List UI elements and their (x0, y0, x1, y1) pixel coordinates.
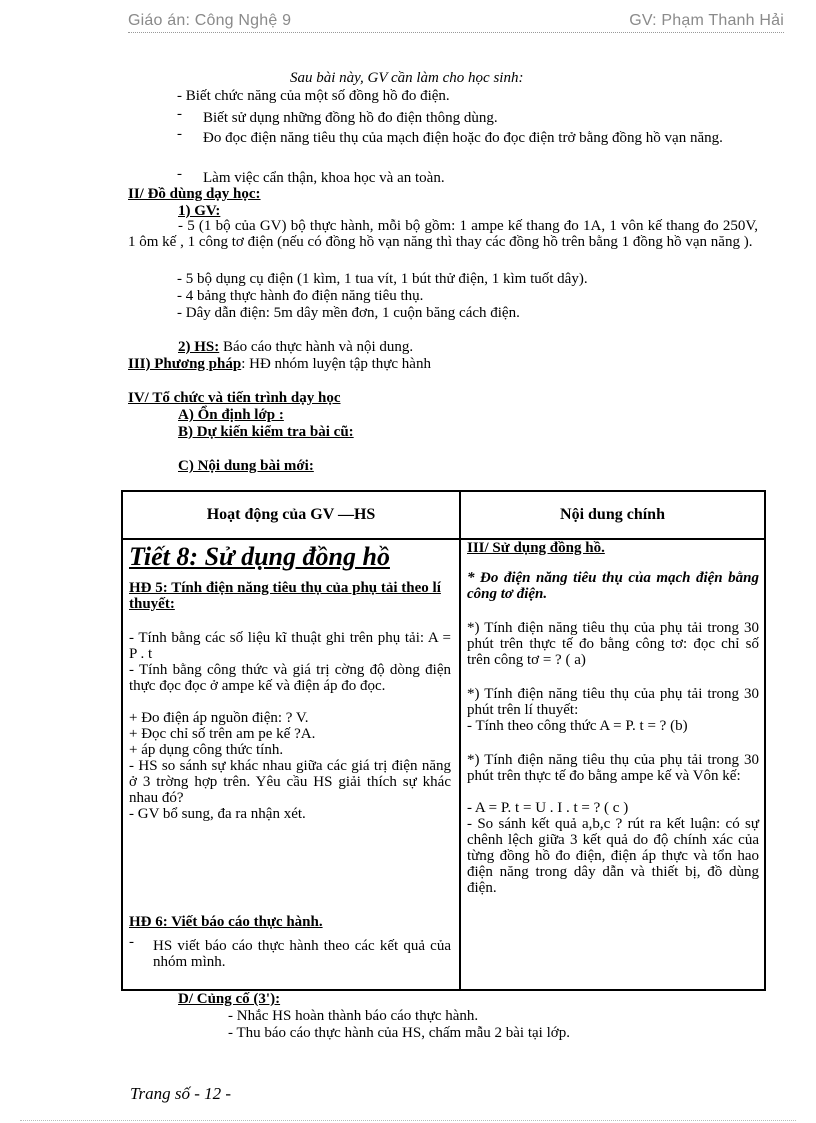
bullet-marker: - (177, 106, 182, 122)
content-cell (460, 539, 765, 990)
gv-equipment-3: - 4 bảng thực hành đo điện năng tiêu thụ. (177, 288, 424, 304)
hs-text: Báo cáo thực hành và nội dung. (219, 339, 414, 355)
content-p3: - Tính theo công thức A = P. t = ? (b) (467, 718, 688, 734)
content-p2: *) Tính điện năng tiêu thụ của phụ tải trong 30 phút trên lí thuyết: (467, 686, 759, 718)
content-p6: - So sánh kết quả a,b,c ? rút ra kết luận: có sự chênh lệch giữa 3 kết quả do độ chính xác của từng đồng hồ đo điện, điện áp thực và tổn hao điện năng trong dây dẫn và thiết bị, đồ dùng điện. (467, 816, 759, 896)
activities-cell (122, 539, 460, 990)
gv-equipment-2: - 5 bộ dụng cụ điện (1 kìm, 1 tua vít, 1 bút thử điện, 1 kìm tuốt dây). (177, 271, 588, 287)
section-4-a: A) Ổn định lớp : (178, 407, 284, 423)
gv-equipment-1: - 5 (1 bộ của GV) bộ thực hành, mỗi bộ gồm: 1 ampe kế thang đo 1A, 1 vôn kế thang đo 250V, 1 ôm kế , 1 công tơ điện (nếu có đồng hồ vạn năng thì thay các đồng hồ trên bằng 1 đồng hồ vạn năng ). (128, 218, 758, 250)
col-header-activities: Hoạt động của GV —HS (122, 491, 460, 539)
header-teacher: GV: Phạm Thanh Hải (629, 12, 784, 29)
lesson-title: Tiết 8: Sử dụng đồng hồ (129, 542, 390, 571)
content-p1: *) Tính điện năng tiêu thụ của phụ tải trong 30 phút trên thực tế đo bằng công tơ: đọc chỉ số trên công tơ = ? ( a) (467, 620, 759, 668)
content-heading: III/ Sử dụng đồng hồ. (467, 540, 605, 556)
section-3-text: : HĐ nhóm luyện tập thực hành (241, 356, 431, 372)
page-header (128, 12, 784, 33)
objective-1: - Biết chức năng của một số đồng hồ đo điện. (177, 88, 450, 104)
footer-divider (20, 1120, 796, 1121)
hd5-p2: - Tính bằng công thức và giá trị cờng độ dòng điện thực đọc đọc ở ampe kế và điện áp đo đọc. (129, 662, 451, 694)
bullet-marker: - (177, 166, 182, 182)
content-subheading: * Đo điện năng tiêu thụ của mạch điện bằng công tơ điện. (467, 570, 759, 602)
hd5-p4: + Đọc chỉ số trên am pe kế ?A. (129, 726, 316, 742)
intro-text: Sau bài này, GV cần làm cho học sinh: (290, 70, 524, 86)
hd5-p3: + Đo điện áp nguồn điện: ? V. (129, 710, 309, 726)
page-number: Trang số - 12 - (130, 1084, 232, 1103)
objective-4: Làm việc cẩn thận, khoa học và an toàn. (203, 170, 445, 186)
gv-label: 1) GV: (178, 203, 221, 219)
lesson-table (121, 490, 766, 991)
hd5-p5: + áp dụng công thức tính. (129, 742, 284, 758)
section-d-title: D/ Củng cố (3'): (178, 991, 281, 1007)
section-d-l2: - Thu báo cáo thực hành của HS, chấm mẫu 2 bài tại lớp. (228, 1025, 570, 1041)
bullet-marker: - (177, 126, 182, 142)
bullet-marker: - (129, 934, 134, 950)
header-subject: Giáo án: Công Nghệ 9 (128, 12, 292, 29)
objective-2: Biết sử dụng những đồng hồ đo điện thông dùng. (203, 110, 498, 126)
section-4-title: IV/ Tổ chức và tiến trình dạy học (128, 390, 341, 406)
section-d-l1: - Nhắc HS hoàn thành báo cáo thực hành. (228, 1008, 479, 1024)
section-3-label: III) Phương pháp (128, 356, 242, 372)
hd6-p1: HS viết báo cáo thực hành theo các kết quả của nhóm mình. (153, 938, 451, 970)
gv-equipment-4: - Dây dẫn điện: 5m dây mền đơn, 1 cuộn băng cách điện. (177, 305, 520, 321)
content-p4: *) Tính điện năng tiêu thụ của phụ tải trong 30 phút trên thực tế đo bằng ampe kế và Vôn kế: (467, 752, 759, 784)
section-2-title: II/ Đồ dùng dạy học: (128, 186, 261, 202)
hd5-p6: - HS so sánh sự khác nhau giữa các giá trị điện năng ở 3 trờng hợp trên. Yêu cầu HS giải thích sự khác nhau đó? (129, 758, 451, 806)
section-4-b: B) Dự kiến kiểm tra bài cũ: (178, 424, 354, 440)
hd5-p7: - GV bổ sung, đa ra nhận xét. (129, 806, 306, 822)
hs-label: 2) HS: (178, 339, 220, 355)
hd5-p1: - Tính bằng các số liệu kĩ thuật ghi trên phụ tải: A = P . t (129, 630, 451, 662)
content-p5: - A = P. t = U . I . t = ? ( c ) (467, 800, 629, 816)
hd6-heading: HĐ 6: Viết báo cáo thực hành. (129, 914, 323, 930)
objective-3: Đo đọc điện năng tiêu thụ của mạch điện hoặc đo đọc điện trở bằng đồng hồ vạn năng. (203, 130, 723, 146)
section-4-c: C) Nội dung bài mới: (178, 458, 314, 474)
hd5-heading: HĐ 5: Tính điện năng tiêu thụ của phụ tải theo lí thuyết: (129, 580, 441, 612)
hs-line (178, 339, 413, 355)
section-3-line (128, 356, 431, 372)
col-header-content: Nội dung chính (460, 491, 765, 539)
